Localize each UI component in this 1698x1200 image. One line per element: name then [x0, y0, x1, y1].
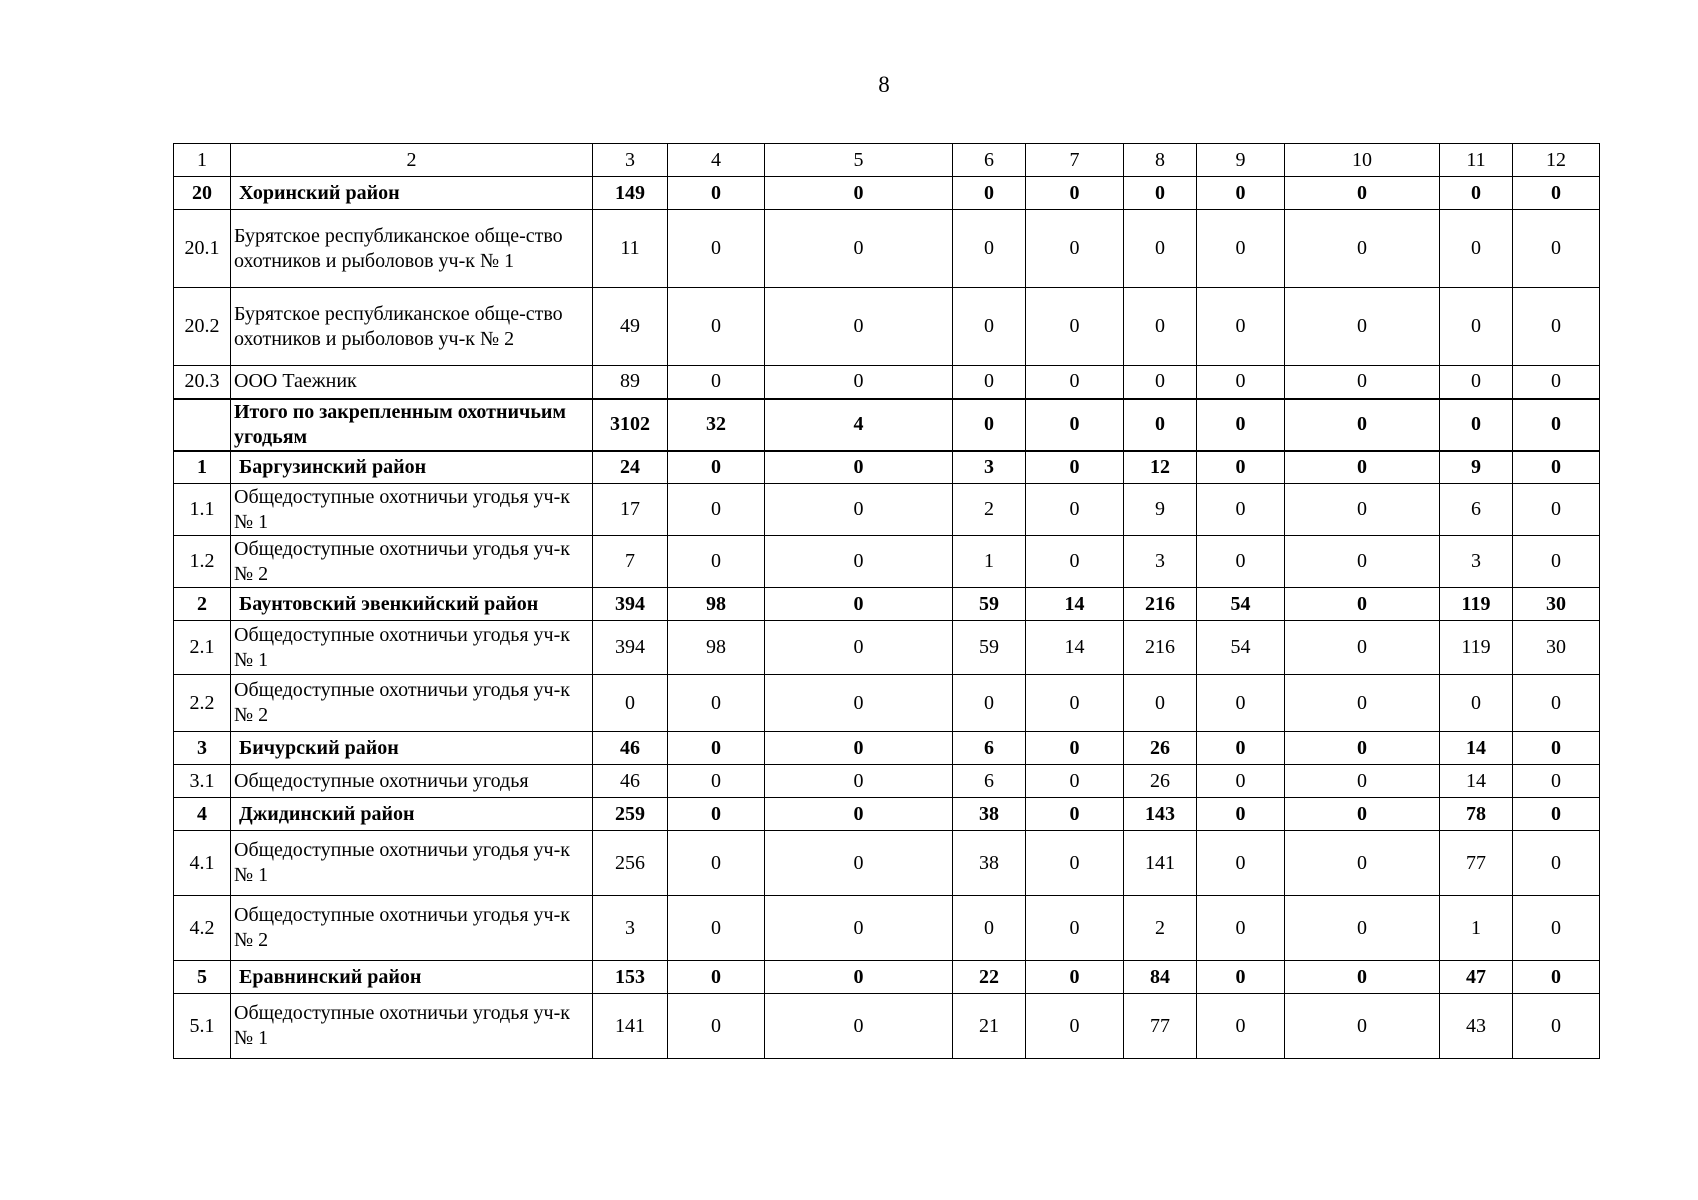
row-name: Бурятское республиканское обще-ство охотников и рыболовов уч-к № 2 [231, 288, 593, 366]
value-cell: 0 [1440, 366, 1513, 399]
value-cell: 0 [1026, 210, 1124, 288]
row-number: 3.1 [174, 765, 231, 798]
value-cell: 0 [1197, 765, 1285, 798]
value-cell: 0 [1026, 831, 1124, 896]
value-cell: 98 [668, 588, 765, 621]
value-cell: 0 [1513, 798, 1600, 831]
value-cell: 394 [593, 588, 668, 621]
row-name: Джидинский район [231, 798, 593, 831]
value-cell: 14 [1440, 765, 1513, 798]
value-cell: 0 [1513, 765, 1600, 798]
row-number: 1.2 [174, 536, 231, 588]
value-cell: 0 [1026, 798, 1124, 831]
value-cell: 0 [1197, 675, 1285, 732]
row-name: Общедоступные охотничьи угодья [231, 765, 593, 798]
value-cell: 0 [765, 765, 953, 798]
value-cell: 0 [668, 536, 765, 588]
value-cell: 0 [668, 896, 765, 961]
value-cell: 0 [765, 588, 953, 621]
value-cell: 0 [1285, 798, 1440, 831]
value-cell: 141 [1124, 831, 1197, 896]
value-cell: 256 [593, 831, 668, 896]
value-cell: 47 [1440, 961, 1513, 994]
value-cell: 0 [1197, 994, 1285, 1059]
value-cell: 9 [1440, 451, 1513, 484]
value-cell: 0 [953, 177, 1026, 210]
row-name: Общедоступные охотничьи угодья уч-к № 1 [231, 994, 593, 1059]
value-cell: 0 [1197, 484, 1285, 536]
value-cell: 0 [1197, 961, 1285, 994]
value-cell: 0 [1440, 177, 1513, 210]
column-header: 3 [593, 144, 668, 177]
value-cell: 14 [1026, 588, 1124, 621]
value-cell: 0 [668, 831, 765, 896]
value-cell: 0 [1513, 210, 1600, 288]
row-number: 20 [174, 177, 231, 210]
value-cell: 0 [765, 451, 953, 484]
row-number: 20.3 [174, 366, 231, 399]
table-row-subtotal [174, 399, 1600, 451]
value-cell: 0 [1197, 366, 1285, 399]
value-cell: 149 [593, 177, 668, 210]
value-cell: 0 [1026, 484, 1124, 536]
value-cell: 0 [593, 675, 668, 732]
value-cell: 0 [668, 451, 765, 484]
value-cell: 3 [953, 451, 1026, 484]
column-header: 7 [1026, 144, 1124, 177]
value-cell: 0 [1026, 675, 1124, 732]
value-cell: 77 [1124, 994, 1197, 1059]
value-cell: 24 [593, 451, 668, 484]
value-cell: 14 [1440, 732, 1513, 765]
value-cell: 32 [668, 399, 765, 451]
row-name: Общедоступные охотничьи угодья уч-к № 1 [231, 831, 593, 896]
value-cell: 0 [668, 798, 765, 831]
value-cell: 14 [1026, 621, 1124, 675]
table-row-subtotal [174, 177, 1600, 210]
row-name: Бичурский район [231, 732, 593, 765]
value-cell: 21 [953, 994, 1026, 1059]
value-cell: 2 [953, 484, 1026, 536]
value-cell: 0 [1026, 896, 1124, 961]
value-cell: 0 [1124, 210, 1197, 288]
value-cell: 0 [1197, 798, 1285, 831]
value-cell: 0 [668, 210, 765, 288]
table-row [174, 675, 1600, 732]
column-header: 2 [231, 144, 593, 177]
table-row [174, 536, 1600, 588]
value-cell: 0 [765, 732, 953, 765]
value-cell: 0 [1026, 994, 1124, 1059]
value-cell: 22 [953, 961, 1026, 994]
value-cell: 0 [1026, 961, 1124, 994]
data-table [173, 143, 1600, 1059]
value-cell: 0 [1026, 399, 1124, 451]
page-number: 8 [878, 72, 890, 97]
value-cell: 0 [1440, 210, 1513, 288]
column-header: 10 [1285, 144, 1440, 177]
value-cell: 0 [953, 210, 1026, 288]
value-cell: 0 [1513, 399, 1600, 451]
value-cell: 0 [765, 366, 953, 399]
value-cell: 89 [593, 366, 668, 399]
value-cell: 0 [765, 675, 953, 732]
value-cell: 0 [1124, 399, 1197, 451]
value-cell: 0 [1124, 288, 1197, 366]
value-cell: 0 [1197, 399, 1285, 451]
value-cell: 0 [1440, 288, 1513, 366]
value-cell: 0 [1026, 288, 1124, 366]
value-cell: 30 [1513, 588, 1600, 621]
value-cell: 38 [953, 798, 1026, 831]
row-name: Баргузинский район [231, 451, 593, 484]
value-cell: 0 [1026, 366, 1124, 399]
value-cell: 0 [1285, 399, 1440, 451]
row-name: Баунтовский эвенкийский район [231, 588, 593, 621]
value-cell: 26 [1124, 732, 1197, 765]
value-cell: 0 [1513, 484, 1600, 536]
column-header: 5 [765, 144, 953, 177]
row-number: 1.1 [174, 484, 231, 536]
value-cell: 0 [1513, 366, 1600, 399]
value-cell: 12 [1124, 451, 1197, 484]
value-cell: 0 [668, 366, 765, 399]
value-cell: 0 [668, 484, 765, 536]
value-cell: 0 [765, 177, 953, 210]
value-cell: 59 [953, 621, 1026, 675]
row-number [174, 399, 231, 451]
table-row [174, 621, 1600, 675]
table-row-subtotal [174, 451, 1600, 484]
value-cell: 0 [1285, 288, 1440, 366]
row-name: Общедоступные охотничьи угодья уч-к № 2 [231, 675, 593, 732]
value-cell: 2 [1124, 896, 1197, 961]
row-name: Еравнинский район [231, 961, 593, 994]
value-cell: 0 [668, 765, 765, 798]
value-cell: 0 [765, 831, 953, 896]
row-number: 2 [174, 588, 231, 621]
value-cell: 0 [953, 366, 1026, 399]
value-cell: 0 [668, 288, 765, 366]
row-number: 4.1 [174, 831, 231, 896]
value-cell: 141 [593, 994, 668, 1059]
row-number: 2.2 [174, 675, 231, 732]
value-cell: 6 [953, 732, 1026, 765]
value-cell: 0 [765, 961, 953, 994]
table-body [174, 144, 1600, 1059]
value-cell: 84 [1124, 961, 1197, 994]
column-header: 6 [953, 144, 1026, 177]
value-cell: 0 [1124, 366, 1197, 399]
value-cell: 0 [1513, 451, 1600, 484]
value-cell: 0 [1026, 536, 1124, 588]
row-number: 4.2 [174, 896, 231, 961]
value-cell: 4 [765, 399, 953, 451]
value-cell: 0 [1197, 732, 1285, 765]
table-row [174, 896, 1600, 961]
value-cell: 0 [1197, 831, 1285, 896]
value-cell: 0 [765, 798, 953, 831]
value-cell: 78 [1440, 798, 1513, 831]
row-name: Общедоступные охотничьи угодья уч-к № 1 [231, 484, 593, 536]
value-cell: 3 [1440, 536, 1513, 588]
value-cell: 7 [593, 536, 668, 588]
value-cell: 49 [593, 288, 668, 366]
table-row-subtotal [174, 588, 1600, 621]
row-number: 5 [174, 961, 231, 994]
value-cell: 0 [765, 994, 953, 1059]
value-cell: 0 [1026, 451, 1124, 484]
row-name: Общедоступные охотничьи угодья уч-к № 2 [231, 896, 593, 961]
value-cell: 0 [1285, 177, 1440, 210]
row-name: Бурятское республиканское обще-ство охотников и рыболовов уч-к № 1 [231, 210, 593, 288]
value-cell: 0 [1285, 994, 1440, 1059]
value-cell: 6 [953, 765, 1026, 798]
value-cell: 1 [1440, 896, 1513, 961]
table-row [174, 831, 1600, 896]
value-cell: 98 [668, 621, 765, 675]
value-cell: 0 [668, 994, 765, 1059]
value-cell: 153 [593, 961, 668, 994]
value-cell: 0 [1285, 831, 1440, 896]
column-header: 8 [1124, 144, 1197, 177]
value-cell: 0 [765, 621, 953, 675]
table-row [174, 288, 1600, 366]
row-number: 4 [174, 798, 231, 831]
row-number: 5.1 [174, 994, 231, 1059]
value-cell: 0 [1124, 177, 1197, 210]
value-cell: 0 [1026, 177, 1124, 210]
value-cell: 0 [1513, 288, 1600, 366]
value-cell: 0 [668, 961, 765, 994]
value-cell: 0 [1197, 288, 1285, 366]
value-cell: 0 [1197, 177, 1285, 210]
table-row [174, 210, 1600, 288]
value-cell: 0 [1285, 675, 1440, 732]
value-cell: 0 [1285, 588, 1440, 621]
value-cell: 0 [668, 732, 765, 765]
value-cell: 43 [1440, 994, 1513, 1059]
row-number: 1 [174, 451, 231, 484]
value-cell: 3 [1124, 536, 1197, 588]
value-cell: 0 [1513, 961, 1600, 994]
row-name: ООО Таежник [231, 366, 593, 399]
value-cell: 0 [668, 675, 765, 732]
value-cell: 0 [1285, 366, 1440, 399]
value-cell: 54 [1197, 621, 1285, 675]
value-cell: 0 [1440, 675, 1513, 732]
value-cell: 0 [1285, 536, 1440, 588]
column-header: 12 [1513, 144, 1600, 177]
row-number: 20.1 [174, 210, 231, 288]
value-cell: 6 [1440, 484, 1513, 536]
value-cell: 38 [953, 831, 1026, 896]
value-cell: 3 [593, 896, 668, 961]
table-row [174, 484, 1600, 536]
value-cell: 0 [1513, 732, 1600, 765]
value-cell: 0 [1285, 484, 1440, 536]
table-row [174, 366, 1600, 399]
value-cell: 0 [1285, 210, 1440, 288]
value-cell: 259 [593, 798, 668, 831]
row-number: 20.2 [174, 288, 231, 366]
value-cell: 9 [1124, 484, 1197, 536]
value-cell: 0 [1124, 675, 1197, 732]
row-name: Итого по закрепленным охотничьим угодьям [231, 399, 593, 451]
table-row-subtotal [174, 732, 1600, 765]
row-number: 3 [174, 732, 231, 765]
value-cell: 0 [765, 484, 953, 536]
value-cell: 0 [1513, 536, 1600, 588]
value-cell: 0 [1285, 621, 1440, 675]
table-row-subtotal [174, 798, 1600, 831]
value-cell: 0 [765, 536, 953, 588]
value-cell: 0 [1285, 765, 1440, 798]
value-cell: 0 [1285, 961, 1440, 994]
value-cell: 0 [953, 288, 1026, 366]
value-cell: 0 [1197, 451, 1285, 484]
value-cell: 0 [1513, 896, 1600, 961]
value-cell: 394 [593, 621, 668, 675]
value-cell: 46 [593, 732, 668, 765]
value-cell: 0 [1513, 177, 1600, 210]
table-row-subtotal [174, 961, 1600, 994]
value-cell: 216 [1124, 621, 1197, 675]
value-cell: 0 [1513, 994, 1600, 1059]
value-cell: 3102 [593, 399, 668, 451]
column-header: 4 [668, 144, 765, 177]
value-cell: 216 [1124, 588, 1197, 621]
value-cell: 0 [1513, 675, 1600, 732]
value-cell: 0 [668, 177, 765, 210]
value-cell: 0 [1197, 896, 1285, 961]
value-cell: 0 [1197, 536, 1285, 588]
value-cell: 59 [953, 588, 1026, 621]
row-name: Хоринский район [231, 177, 593, 210]
value-cell: 26 [1124, 765, 1197, 798]
value-cell: 0 [1440, 399, 1513, 451]
value-cell: 119 [1440, 621, 1513, 675]
value-cell: 0 [1026, 732, 1124, 765]
row-number: 2.1 [174, 621, 231, 675]
value-cell: 0 [765, 896, 953, 961]
row-name: Общедоступные охотничьи угодья уч-к № 1 [231, 621, 593, 675]
row-name: Общедоступные охотничьи угодья уч-к № 2 [231, 536, 593, 588]
value-cell: 17 [593, 484, 668, 536]
value-cell: 119 [1440, 588, 1513, 621]
column-header: 9 [1197, 144, 1285, 177]
value-cell: 46 [593, 765, 668, 798]
table-row [174, 994, 1600, 1059]
value-cell: 0 [765, 210, 953, 288]
value-cell: 0 [1285, 732, 1440, 765]
column-header: 11 [1440, 144, 1513, 177]
column-header: 1 [174, 144, 231, 177]
value-cell: 0 [1513, 831, 1600, 896]
value-cell: 0 [1197, 210, 1285, 288]
value-cell: 0 [953, 399, 1026, 451]
value-cell: 0 [1285, 451, 1440, 484]
value-cell: 30 [1513, 621, 1600, 675]
value-cell: 11 [593, 210, 668, 288]
value-cell: 0 [1285, 896, 1440, 961]
table-row [174, 765, 1600, 798]
value-cell: 1 [953, 536, 1026, 588]
value-cell: 143 [1124, 798, 1197, 831]
value-cell: 77 [1440, 831, 1513, 896]
value-cell: 0 [765, 288, 953, 366]
value-cell: 54 [1197, 588, 1285, 621]
value-cell: 0 [953, 896, 1026, 961]
column-number-row [174, 144, 1600, 177]
value-cell: 0 [1026, 765, 1124, 798]
value-cell: 0 [953, 675, 1026, 732]
